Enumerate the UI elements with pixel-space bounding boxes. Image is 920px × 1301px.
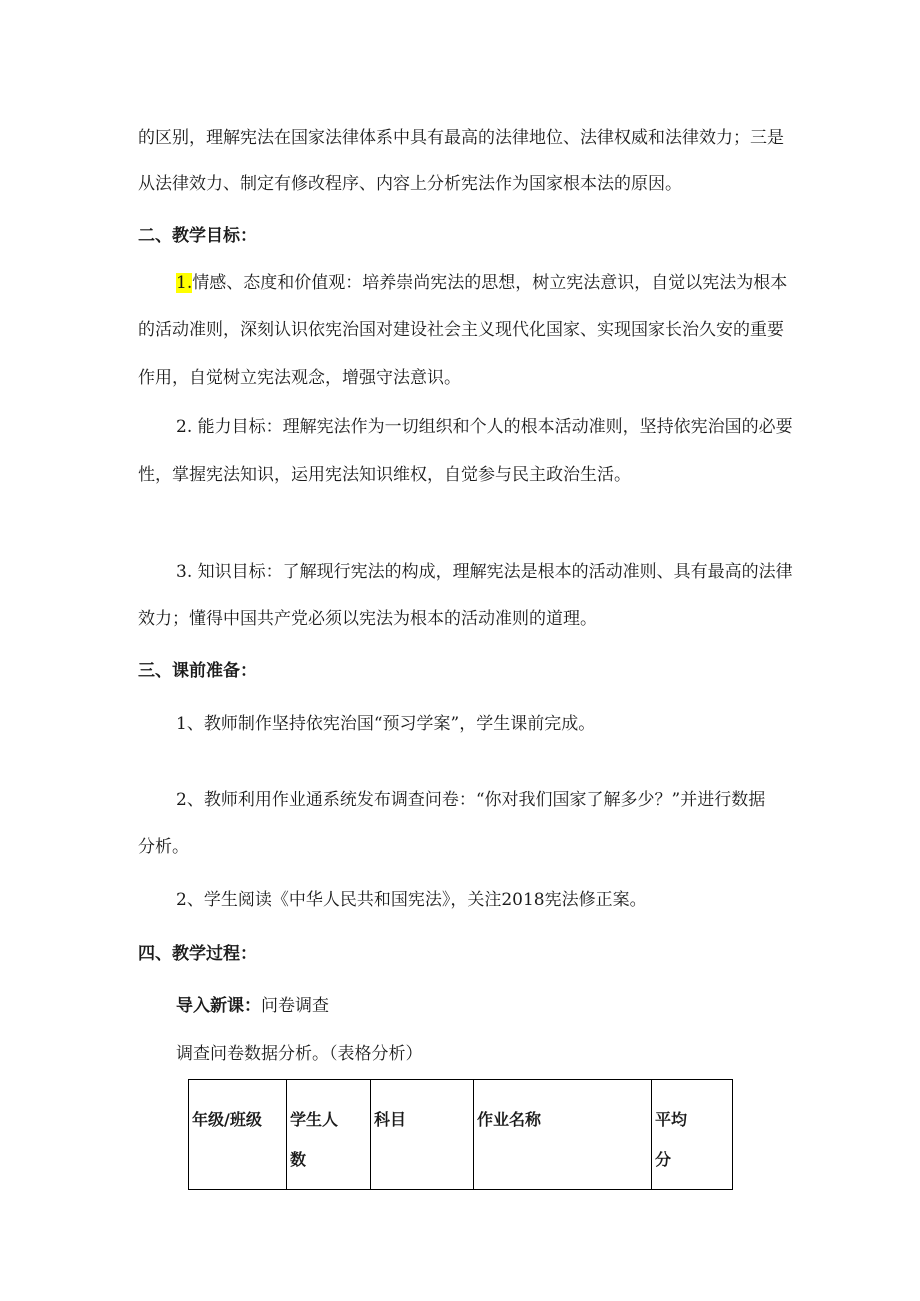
lead-in-label: 导入新课： bbox=[176, 996, 261, 1016]
goal-1-line-2: 的活动准则，深刻认识依宪治国对建设社会主义现代化国家、实现国家长治久安的重要 bbox=[138, 320, 784, 340]
section-2-heading: 二、教学目标： bbox=[138, 226, 257, 246]
prep-item-3: 2、学生阅读《中华人民共和国宪法》，关注2018宪法修正案。 bbox=[176, 890, 647, 910]
header-cell-assignment-name: 作业名称 bbox=[474, 1080, 652, 1190]
lead-in-value: 问卷调查 bbox=[261, 996, 329, 1016]
goal-1-line-1 bbox=[176, 272, 787, 294]
lead-in-line bbox=[176, 995, 329, 1017]
prep-item-2-line-1: 2、教师利用作业通系统发布调查问卷：“你对我们国家了解多少？”并进行数据 bbox=[176, 790, 766, 810]
goal-3-line-1: 3. 知识目标：了解现行宪法的构成，理解宪法是根本的活动准则、具有最高的法律 bbox=[176, 562, 793, 582]
survey-table bbox=[188, 1079, 733, 1190]
goal-1-text: 情感、态度和价值观：培养崇尚宪法的思想，树立宪法意识，自觉以宪法为根本 bbox=[192, 273, 788, 293]
goal-1-number: 1. bbox=[176, 273, 193, 293]
prep-item-1: 1、教师制作坚持依宪治国“预习学案”，学生课前完成。 bbox=[176, 714, 596, 734]
table-header-row bbox=[189, 1080, 733, 1190]
goal-2-line-1: 2. 能力目标：理解宪法作为一切组织和个人的根本活动准则，坚持依宪治国的必要 bbox=[176, 417, 793, 437]
intro-line-2: 从法律效力、制定有修改程序、内容上分析宪法作为国家根本法的原因。 bbox=[138, 174, 682, 194]
header-cell-student-count: 学生人数 bbox=[287, 1080, 371, 1190]
header-cell-subject: 科目 bbox=[371, 1080, 474, 1190]
intro-line-1: 的区别，理解宪法在国家法律体系中具有最高的法律地位、法律权威和法律效力；三是 bbox=[138, 128, 784, 148]
analysis-line: 调查问卷数据分析。（表格分析） bbox=[176, 1044, 423, 1064]
header-cell-average-score: 平均分 bbox=[652, 1080, 733, 1190]
prep-item-2-line-2: 分析。 bbox=[138, 837, 189, 857]
section-3-heading: 三、课前准备： bbox=[138, 661, 257, 681]
goal-3-line-2: 效力；懂得中国共产党必须以宪法为根本的活动准则的道理。 bbox=[138, 609, 597, 629]
goal-1-line-3: 作用，自觉树立宪法观念，增强守法意识。 bbox=[138, 368, 461, 388]
header-cell-grade-class: 年级/班级 bbox=[189, 1080, 287, 1190]
section-4-heading: 四、教学过程： bbox=[138, 944, 257, 964]
goal-2-line-2: 性，掌握宪法知识，运用宪法知识维权，自觉参与民主政治生活。 bbox=[138, 465, 631, 485]
